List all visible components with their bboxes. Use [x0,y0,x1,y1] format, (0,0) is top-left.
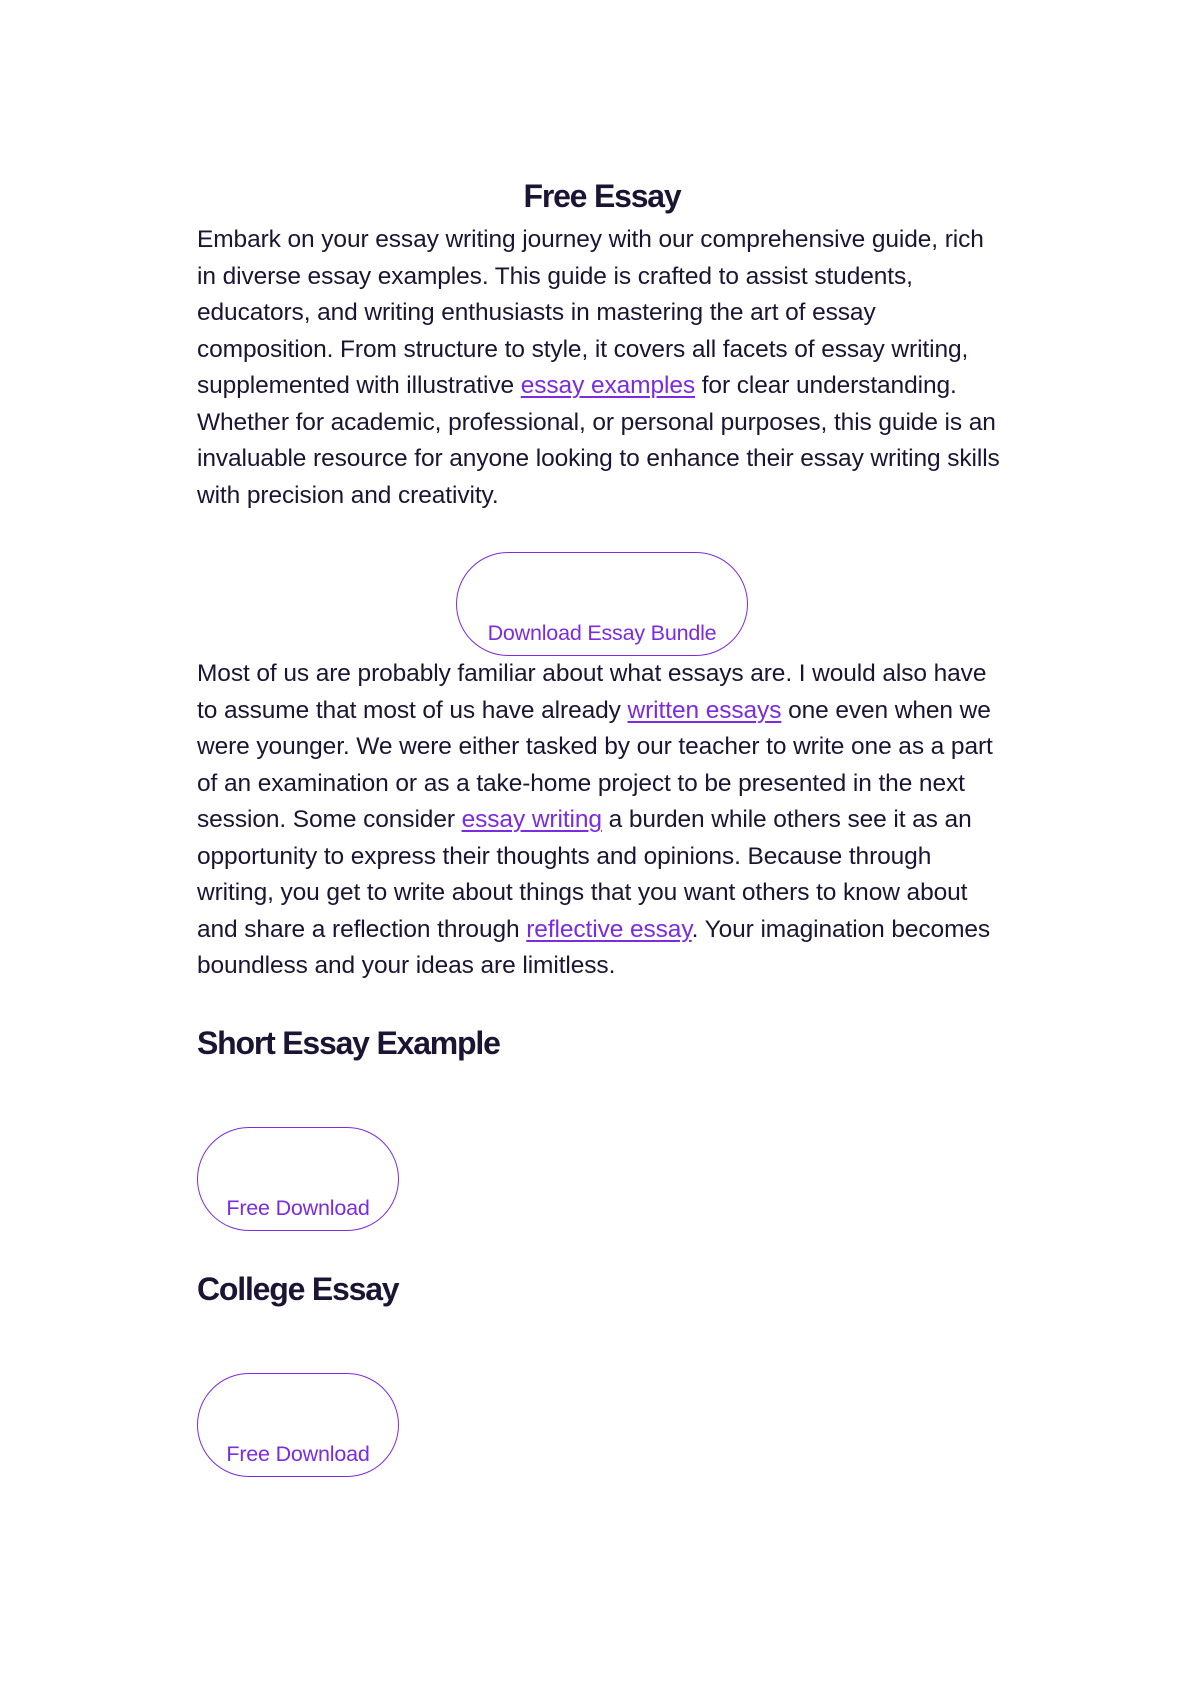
second-paragraph-part-2: one even when we were younger. We were either tasked by our teacher to write one as a part of an examination or as a take-home project to be presented in the next session. Some consider [197,696,993,833]
section-heading-college-essay: College Essay [197,1270,399,1307]
page-title: Free Essay [523,178,681,214]
college-essay-button-row [197,1373,1007,1477]
download-essay-bundle-button[interactable]: Download Essay Bundle [456,552,748,656]
second-paragraph-part-3: a burden while others see it as an opportunity to express their thoughts and opinions. Because through writing, you get to write about things that you want others to know about and share a reflection through [197,806,972,943]
second-paragraph-part-4: . Your imagination becomes boundless and your ideas are limitless. [197,915,991,979]
written-essays-link[interactable]: written essays [627,696,782,724]
second-paragraph [197,656,1007,985]
intro-paragraph [197,222,1007,514]
bundle-button-row [197,552,1007,656]
reflective-essay-link[interactable]: reflective essay [526,915,692,943]
short-essay-button-row [197,1127,1007,1231]
essay-examples-link[interactable]: essay examples [520,372,695,399]
college-essay-free-download-button[interactable]: Free Download [197,1373,399,1477]
intro-text-before-link: Embark on your essay writing journey with our comprehensive guide, rich in diverse essay examples. This guide is crafted to assist students, educators, and writing enthusiasts in mastering the art of essay composition. From structure to style, it covers all facets of essay writing, supplemented with illustrative [197,226,984,399]
second-paragraph-part-1: Most of us are probably familiar about what essays are. I would also have to assume that most of us have already [197,660,987,724]
short-essay-free-download-button[interactable]: Free Download [197,1127,399,1231]
intro-text-after-link: for clear understanding. Whether for academic, professional, or personal purposes, this guide is an invaluable resource for anyone looking to enhance their essay writing skills with precision and creativity. [197,372,1000,509]
essay-writing-link[interactable]: essay writing [461,806,602,833]
article-content [197,170,1007,1477]
section-heading-short-essay-example: Short Essay Example [197,1024,500,1061]
